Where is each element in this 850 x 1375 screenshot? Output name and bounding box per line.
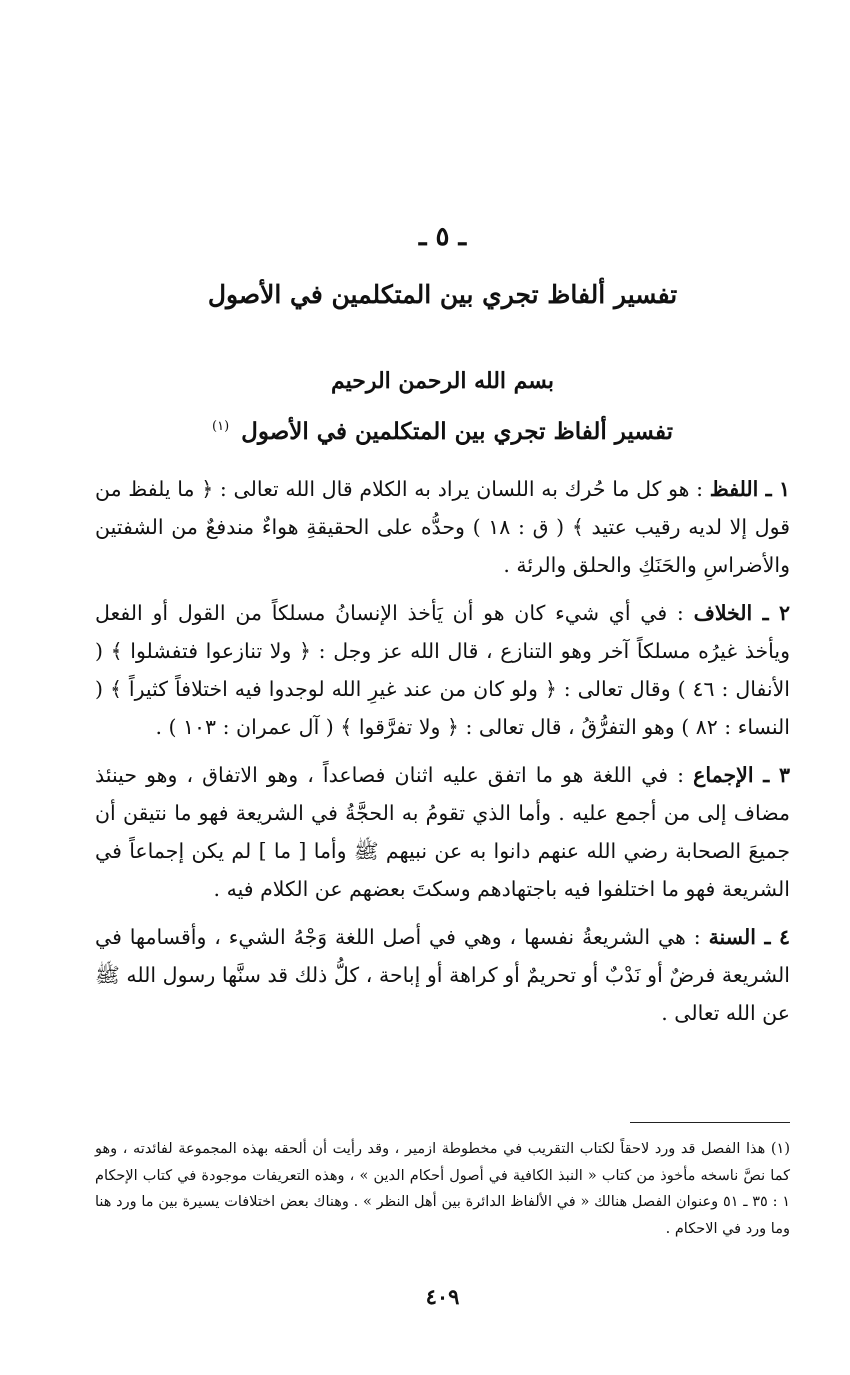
- term-label: ٤ ـ السنة: [708, 925, 791, 949]
- subtitle: [95, 418, 790, 445]
- book-page: [95, 0, 790, 1375]
- paragraph-text: : في أي شيء كان هو أن يَأخذ الإنسانُ مسلكاً من القول أو الفعل ويأخذ غيرُه مسلكاً آخر وهو التنازع ، قال الله عز وجل : ﴿ ولا تنازعوا فتفشلوا ﴾ ( الأنفال : ٤٦ ) وقال تعالى : ﴿ ولو كان من عند غيرِ الله لوجدوا فيه اختلافاً كثيراً ﴾ ( النساء : ٨٢ ) وهو التفرُّقُ ، قال تعالى : ﴿ ولا تفرَّقوا ﴾ ( آل عمران : ١٠٣ ) .: [95, 601, 791, 739]
- footnote-reference: (١): [212, 419, 230, 435]
- section-title: تفسير ألفاظ تجري بين المتكلمين في الأصول: [207, 280, 678, 309]
- paragraph-sunna: [95, 918, 790, 1032]
- term-label: ١ ـ اللفظ: [709, 477, 790, 501]
- footnote: [95, 1136, 790, 1242]
- page-number: ٤٠٩: [425, 1284, 460, 1309]
- basmala: بسم الله الرحمن الرحيم: [330, 368, 555, 394]
- paragraph-text: : في اللغة هو ما اتفق عليه اثنان فصاعداً ، وهو الاتفاق ، وهو حينئذ مضاف إلى من أجمع عليه . وأما الذي تقومُ به الحجَّةُ في الشريعة فهو ما نتيقن أن جميعَ الصحابة رضي الله عنهم دانوا به عن نبيهم ﷺ وأما [ ما ] لم يكن إجماعاً في الشريعة فهو ما اختلفوا فيه باجتهادهم وسكتَ بعضهم عن الكلام فيه .: [95, 763, 790, 901]
- term-label: ٢ ـ الخلاف: [693, 601, 791, 625]
- paragraph-text: : هي الشريعةُ نفسها ، وهي في أصل اللغة وَجْهُ الشيء ، وأقسامها في الشريعة فرضٌ أو نَدْبٌ أو تحريمٌ أو كراهة أو إباحة ، كلُّ ذلك قد سنَّها رسول الله ﷺ عن الله تعالى .: [95, 925, 790, 1025]
- body-text: [95, 470, 790, 1042]
- footnote-text: (١) هذا الفصل قد ورد لاحقاً لكتاب التقريب في مخطوطة ازمير ، وقد رأيت أن ألحقه بهذه المجموعة لفائدته ، وهو كما نصَّ ناسخه مأخوذ من كتاب « النبذ الكافية في أصول أحكام الدين » ، وهذه التعريفات موجودة في كتاب الإحكام ١ : ٣٥ ـ ٥١ وعنوان الفصل هنالك « في الألفاظ الدائرة بين أهل النظر » . وهناك بعض اختلافات يسيرة بين ما ورد هنا وما ورد في الاحكام .: [95, 1141, 791, 1237]
- subtitle-text: تفسير ألفاظ تجري بين المتكلمين في الأصول: [241, 418, 673, 445]
- term-label: ٣ ـ الإجماع: [693, 763, 790, 787]
- section-number: ـ ٥ ـ: [418, 222, 467, 252]
- paragraph-ijma: [95, 756, 790, 908]
- footnote-separator: [630, 1122, 790, 1123]
- paragraph-lafz: [95, 470, 790, 584]
- paragraph-text: : هو كل ما حُرك به اللسان يراد به الكلام قال الله تعالى : ﴿ ما يلفظ من قول إلا لديه رقيب عتيد ﴾ ( ق : ١٨ ) وحدُّه على الحقيقةِ هواءٌ مندفعٌ من الشفتين والأضراسِ والحَنَكِ والحلق والرئة .: [95, 477, 791, 577]
- paragraph-khilaf: [95, 594, 790, 746]
